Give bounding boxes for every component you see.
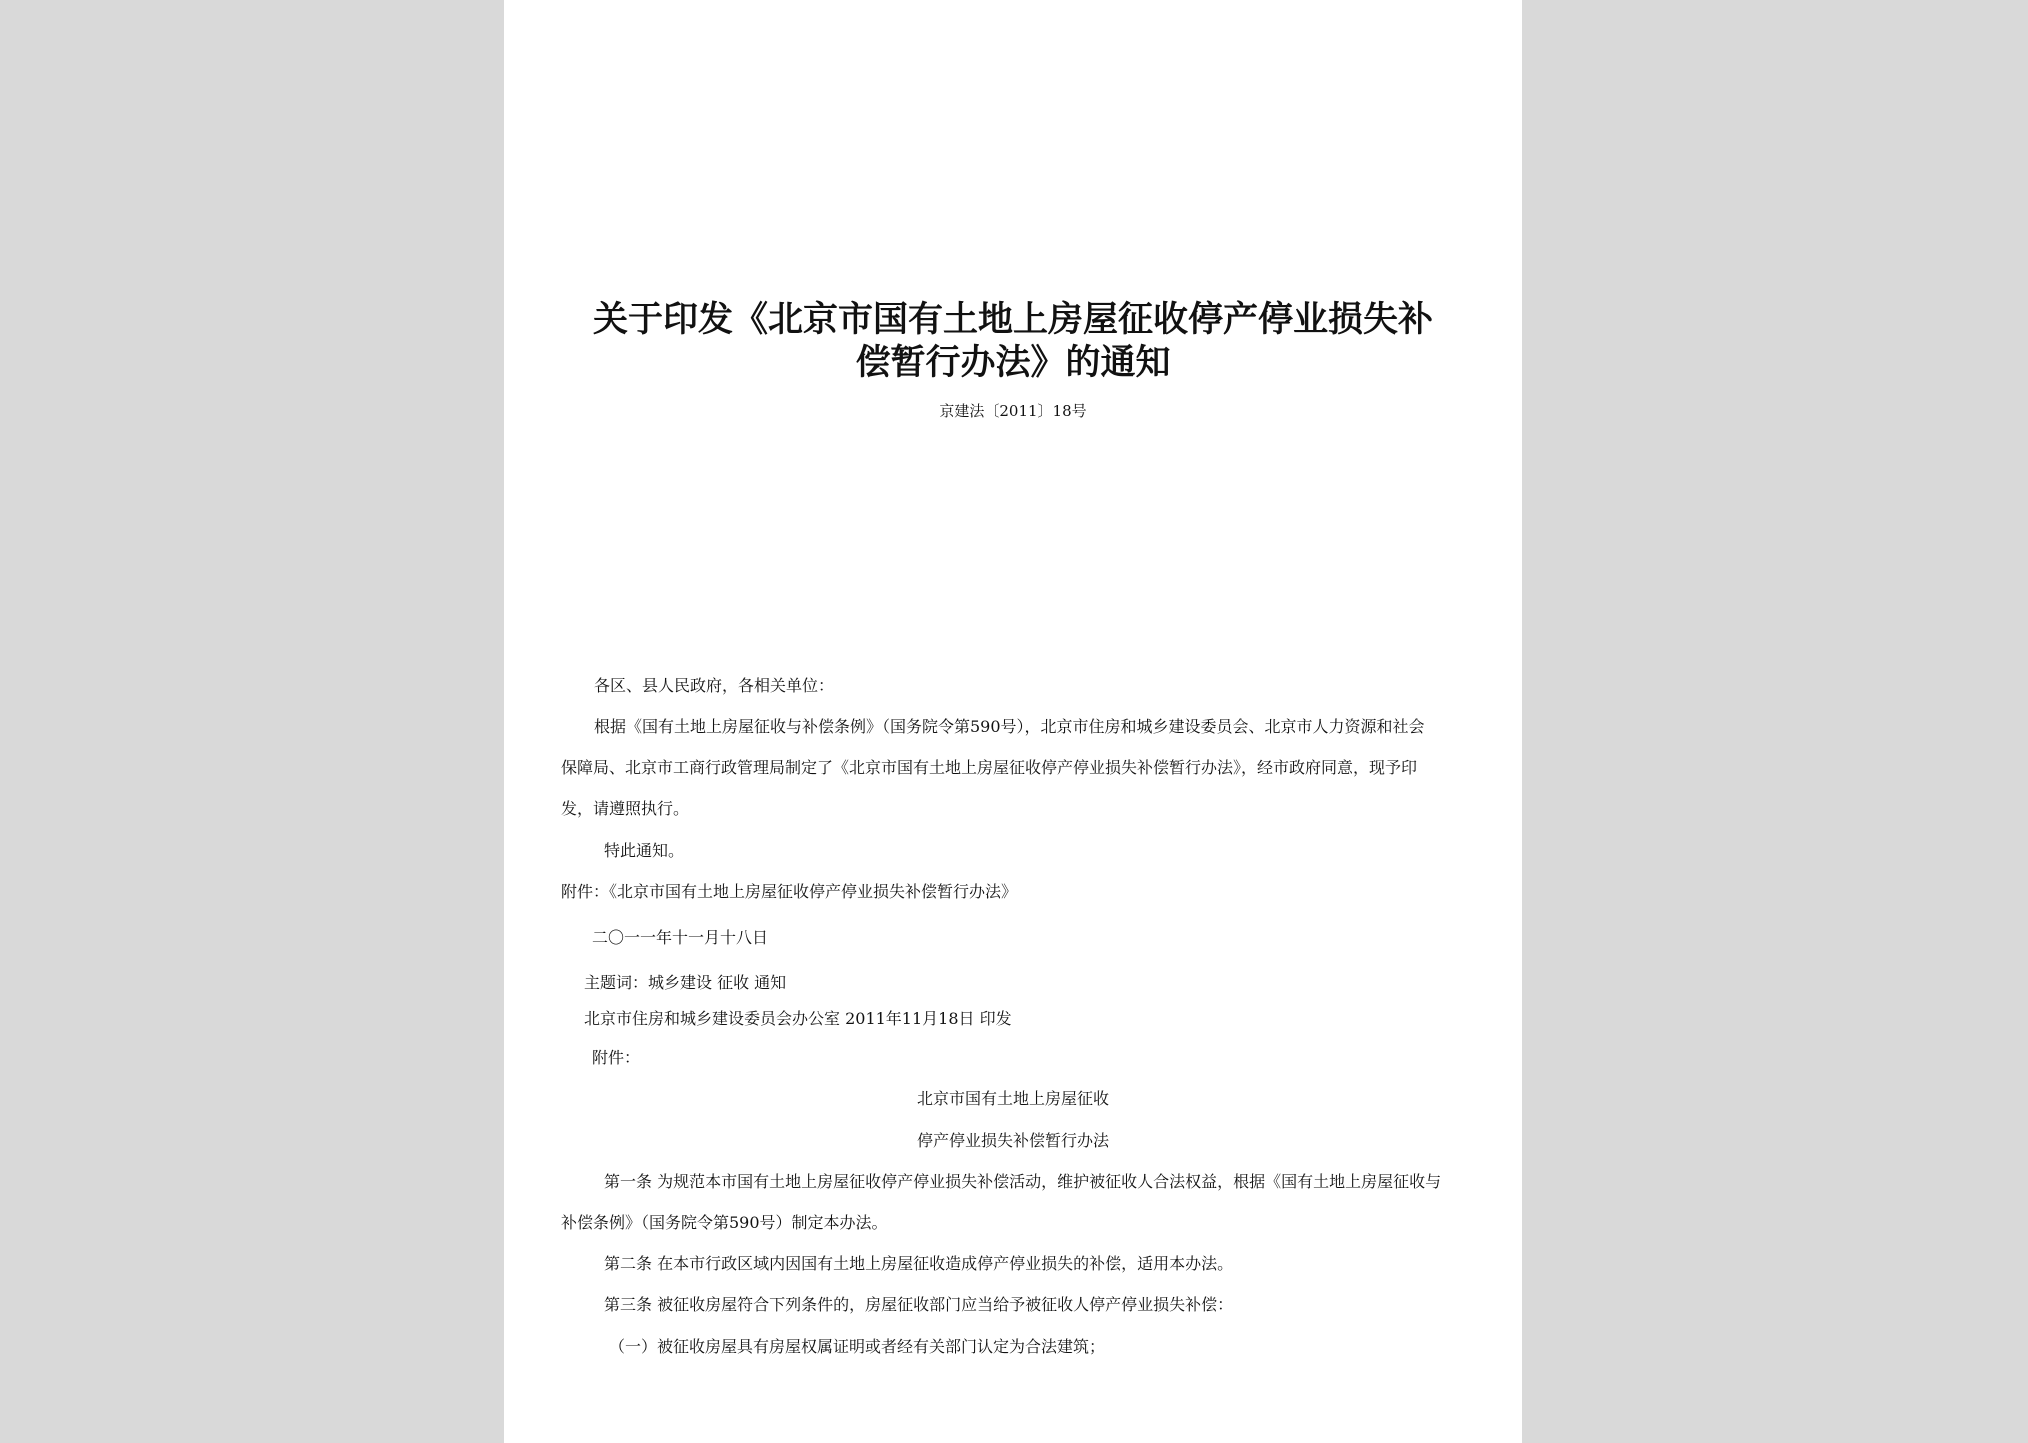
annex-title-line1: 北京市国有土地上房屋征收 [916, 1089, 1109, 1108]
salutation: 各区、县人民政府，各相关单位： [594, 676, 835, 695]
attachment-reference: 附件：《北京市国有土地上房屋征收停产停业损失补偿暂行办法》 [561, 882, 1018, 901]
keywords: 主题词：城乡建设 征收 通知 [584, 973, 787, 992]
article3-item1: （一）被征收房屋具有房屋权属证明或者经有关部门认定为合法建筑； [609, 1337, 1106, 1356]
article1-line1: 第一条 为规范本市国有土地上房屋征收停产停业损失补偿活动，维护被征收人合法权益，根据《国有土地上房屋征收与 [604, 1172, 1442, 1191]
article3: 第三条 被征收房屋符合下列条件的，房屋征收部门应当给予被征收人停产停业损失补偿： [604, 1295, 1234, 1314]
article1-line2: 补偿条例》（国务院令第590号）制定本办法。 [561, 1213, 888, 1232]
body-line-2: 保障局、北京市工商行政管理局制定了《北京市国有土地上房屋征收停产停业损失补偿暂行办法》，经市政府同意，现予印 [561, 758, 1418, 777]
document-number: 京建法〔2011〕18号 [939, 402, 1087, 420]
document-title-line2: 偿暂行办法》的通知 [855, 342, 1171, 383]
annex-title-line2: 停产停业损失补偿暂行办法 [916, 1131, 1109, 1150]
body-line-1: 根据《国有土地上房屋征收与补偿条例》（国务院令第590号），北京市住房和城乡建设委员会、北京市人力资源和社会 [594, 717, 1425, 736]
body-line-3: 发，请遵照执行。 [561, 799, 690, 818]
special-notice: 特此通知。 [604, 841, 685, 860]
document-page [504, 0, 1522, 1443]
document-date: 二〇一一年十一月十八日 [592, 928, 769, 947]
issuer-line: 北京市住房和城乡建设委员会办公室 2011年11月18日 印发 [584, 1009, 1012, 1028]
attachment-label: 附件： [592, 1048, 641, 1067]
article2: 第二条 在本市行政区域内因国有土地上房屋征收造成停产停业损失的补偿，适用本办法。 [604, 1254, 1234, 1273]
document-title-line1: 关于印发《北京市国有土地上房屋征收停产停业损失补 [592, 299, 1433, 340]
